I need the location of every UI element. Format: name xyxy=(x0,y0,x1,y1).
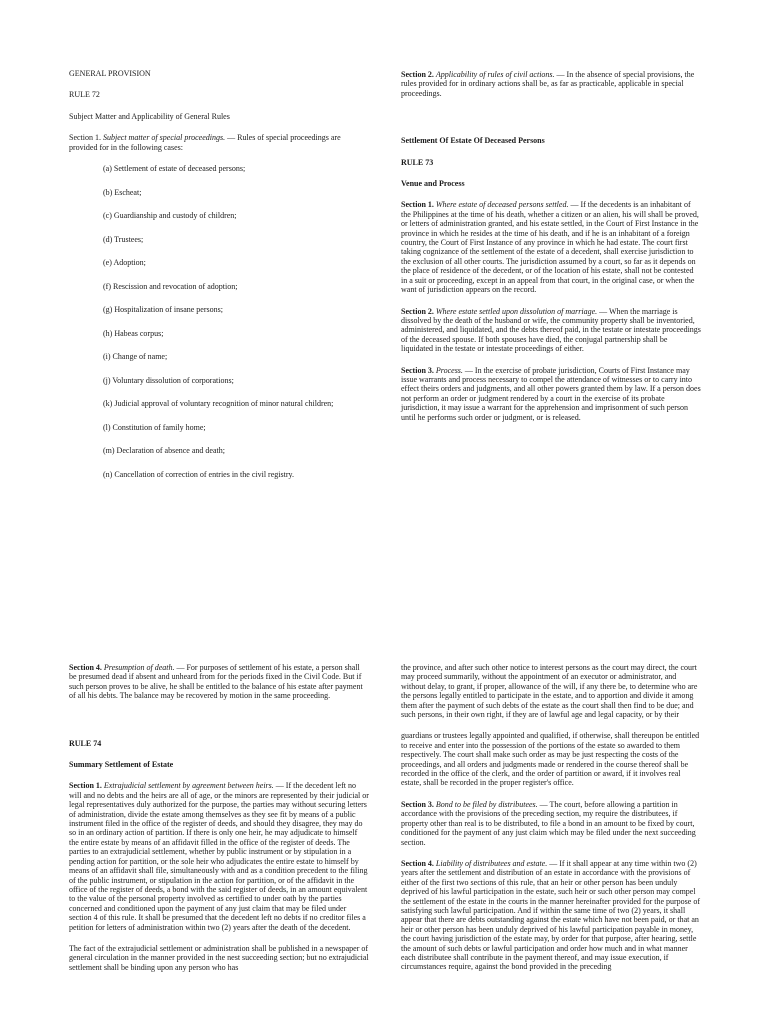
rule-74-section-2-continued: the province, and after such other notice to interest persons as the court may direct, the court may proceed summarily, without the appointment of an executor or administrator, and without delay, to grant, if proper, allowance of the will, if any there be, to determine who are the persons legally entitled to participate in the estate, and to apportion and divide it among them after the payment of such debts of the estate as the court shall then find to be due; and such persons, in their own right, if they are of lawful age and legal capacity, or by their xyxy=(401,663,698,720)
section-label: Section 2. xyxy=(401,70,434,79)
section-body: — Rules of special proceedings are provided for in the following cases: xyxy=(69,133,341,152)
rule-72-section-2 xyxy=(401,70,701,98)
rule-74-section-3 xyxy=(401,800,701,847)
rule-74-section-2-continued-2: guardians or trustees legally appointed and qualified, if otherwise, shall thereupon be entitled to receive and enter into the possession of the portions of the estate so awarded to them respectively. The court shall make such order as may be just respecting the costs of the proceedings, and all orders and judgments made or rendered in the course thereof shall be recorded in the office of the clerk, and the order of partition or award, if it involves real estate, shall be recorded in the proper register's office. xyxy=(401,731,700,788)
list-item: (g) Hospitalization of insane persons; xyxy=(103,305,223,315)
rule-72-subtitle: Subject Matter and Applicability of General Rules xyxy=(69,111,230,121)
column-bottom-left xyxy=(69,663,369,972)
list-item: (l) Constitution of family home; xyxy=(103,422,206,432)
section-label: Section 1. xyxy=(69,133,101,143)
section-body: — If it shall appear at any time within two (2) years after the settlement and distribution of an estate in accordance with the provisions of either of the first two sections of this rule, that an heir or other person has been unduly deprived of his lawful participation in the estate, such heir or such other person may compel the settlement of the estate in the courts in the manner hereinafter provided for the purpose of satisfying such lawful participation. And if within the same time of two (2) years, it shall appear that there are debts outstanding against the estate which have not been paid, or that an heir or other person has been unduly deprived of his lawful participation payable in money, the court having jurisdiction of the estate may, by order for that purpose, after hearing, settle the amount of such debts or lawful participation and order how much and in what manner each distributee shall contribute in the payment thereof, and may issue execution, if circumstances require, against the bond provided in the preceding xyxy=(401,858,701,972)
list-item: (f) Rescission and revocation of adoption; xyxy=(103,281,238,291)
section-title: Applicability of rules of civil actions. xyxy=(435,70,555,79)
rule-74-section-1-paragraph-2: The fact of the extrajudicial settlement or administration shall be published in a newspaper of general circulation in the manner provided in the nest succeeding section; but no extrajudicial settlement shall be binding upon any person who has xyxy=(69,943,369,972)
section-body: — If the decedent left no will and no debts and the heirs are all of age, or the minors are represented by their judicial or legal representatives duly authorized for the purpose, the parties may without securing letters of administration, divide the estate among themselves as they see fit by means of a public instrument filed in the office of the register of deeds, and should they disagree, they may do so in an ordinary action of partition. If there is only one heir, he may adjudicate to himself the entire estate by means of an affidavit filled in the office of the register of deeds. The parties to an extrajudicial settlement, whether by public instrument or by stipulation in a pending action for partition, or the sole heir who adjudicates the entire estate to himself by means of an affidavit shall file, simultaneously with and as a condition precedent to the filing of the public instrument, or stipulation in the action for partition, or of the affidavit in the office of the register of deeds, a bond with the said register of deeds, in an amount equivalent to the value of the personal property involved as certified to under oath by the parties concerned and conditioned upon the payment of any just claim that may be filed under section 4 of this rule. It shall be presumed that the decedent left no debts if no creditor files a petition for letters of administration within two (2) years after the death of the decedent. xyxy=(69,781,369,932)
section-title: Bond to be filed by distributees. xyxy=(435,799,538,809)
list-item: (d) Trustees; xyxy=(103,234,144,244)
section-title: Where estate of deceased persons settled. xyxy=(435,200,569,210)
list-item: (i) Change of name; xyxy=(103,352,168,362)
rule-73-section-3 xyxy=(401,366,701,422)
section-body: — For purposes of settlement of his estate, a person shall be presumed dead if absent and unheard from for the periods fixed in the Civil Code. But if such person proves to be alive, he shall be entitled to the balance of his estate after payment of all his debts. The balance may be recovered by motion in the same proceeding. xyxy=(69,663,363,701)
section-title: Liability of distributees and estate. xyxy=(435,858,548,868)
section-label: Section 4. xyxy=(401,858,434,868)
section-label: Section 2. xyxy=(401,306,434,316)
list-item: (e) Adoption; xyxy=(103,258,146,268)
list-item: (a) Settlement of estate of deceased persons; xyxy=(103,164,246,174)
section-body: — The court, before allowing a partition in accordance with the provisions of the preceding section, my require the distributees, if property other than real is to be distributed, to file a bond in an amount to be fixed by court, conditioned for the payment of any just claim which may be filed under the next succeeding section. xyxy=(401,799,696,847)
rule-72-section-1 xyxy=(69,133,369,152)
section-title: Presumption of death. xyxy=(103,663,175,672)
section-title: Subject matter of special proceedings. xyxy=(103,133,226,143)
settlement-of-estate-heading: Settlement Of Estate Of Deceased Persons xyxy=(401,136,545,146)
section-body: — In the exercise of probate jurisdiction, Courts of First Instance may issue warrants and process necessary to compel the attendance of witnesses or to carry into effect theirs orders and judgments, and all other powers granted them by law. If a person does not perform an order or judgment rendered by a court in the exercise of its probate jurisdiction, it may issue a warrant for the apprehension and imprisonment of such person until he performs such order or judgment, or is released. xyxy=(401,365,701,422)
general-provision-heading: GENERAL PROVISION xyxy=(69,69,151,78)
section-body: — In the absence of special provisions, the rules provided for in ordinary actions shall be, as far as practicable, applicable in special proceedings. xyxy=(401,70,695,98)
section-title: Extrajudicial settlement by agreement between heirs. xyxy=(103,781,274,791)
rule-73-section-4 xyxy=(69,663,369,701)
list-item: (h) Habeas corpus; xyxy=(103,328,164,338)
section-title: Process. xyxy=(435,365,463,375)
list-item: (b) Escheat; xyxy=(103,187,142,197)
list-item: (m) Declaration of absence and death; xyxy=(103,446,225,456)
list-item: (c) Guardianship and custody of children; xyxy=(103,211,237,221)
rule-74-section-4 xyxy=(401,859,701,972)
section-label: Section 1. xyxy=(69,781,102,791)
rule-73-section-2 xyxy=(401,307,701,354)
rule-72-heading: RULE 72 xyxy=(69,90,100,100)
section-body: — When the marriage is dissolved by the death of the husband or wife, the community property shall be inventoried, administered, and liquidated, and the debts thereof paid, in the testate or intestate proceedings of the deceased spouse. If both spouses have died, the conjugal partnership shall be liquidated in the testate or intestate proceedings of either. xyxy=(401,306,701,354)
list-item: (k) Judicial approval of voluntary recognition of minor natural children; xyxy=(103,399,334,409)
section-label: Section 3. xyxy=(401,365,434,375)
venue-and-process-heading: Venue and Process xyxy=(401,179,465,189)
rule-74-section-1 xyxy=(69,781,369,932)
section-title: Where estate settled upon dissolution of marriage. xyxy=(435,306,598,316)
column-top-left xyxy=(69,69,369,493)
column-bottom-right xyxy=(401,663,701,972)
special-proceedings-list xyxy=(69,164,369,479)
rule-74-heading: RULE 74 xyxy=(69,738,102,748)
section-label: Section 1. xyxy=(401,200,434,210)
section-label: Section 3. xyxy=(401,799,434,809)
section-body: — If the decedents is an inhabitant of the Philippines at the time of his death, whether a citizen or an alien, his will shall be proved, or letters of administration granted, and his estate settled, in the Court of First Instance in the province in which he resides at the time of his death, and if he is an inhabitant of a foreign country, the Court of First Instance of any province in which he had estate. The court first taking cognizance of the settlement of the estate of a decedent, shall exercise jurisdiction to the exclusion of all other courts. The jurisdiction assumed by a court, so far as it depends on the place of residence of the decedent, or of the location of his estate, shall not be contested in a suit or proceeding, except in an appeal from that court, in the original case, or when the want of jurisdiction appears on the record. xyxy=(401,200,699,295)
rule-73-section-1 xyxy=(401,200,701,294)
summary-settlement-heading: Summary Settlement of Estate xyxy=(69,760,174,770)
list-item: (n) Cancellation of correction of entries in the civil registry. xyxy=(103,469,294,479)
section-label: Section 4. xyxy=(69,663,102,672)
rule-73-heading: RULE 73 xyxy=(401,157,434,167)
column-top-right xyxy=(401,70,701,422)
list-item: (j) Voluntary dissolution of corporations; xyxy=(103,375,234,385)
